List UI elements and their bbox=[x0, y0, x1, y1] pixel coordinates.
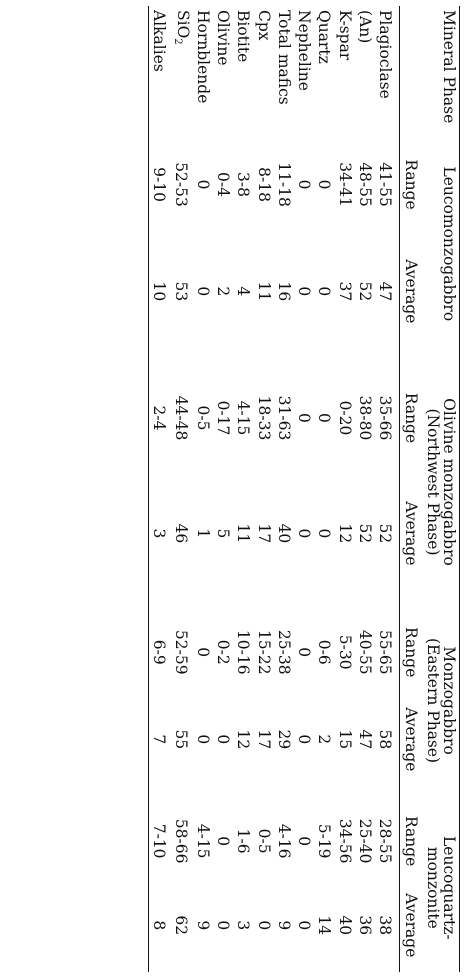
average-cell: 2 bbox=[315, 734, 334, 745]
average-cell: 29 bbox=[274, 729, 293, 750]
average-header-2: Average bbox=[400, 691, 423, 788]
average-cell: 12 bbox=[234, 729, 253, 750]
group-header-3-line1: Leucoquartz- bbox=[440, 836, 458, 940]
range-cell: 9-10 bbox=[150, 167, 169, 202]
average-cell: 0 bbox=[193, 286, 212, 297]
average-cell: 3 bbox=[234, 920, 253, 931]
table-row bbox=[355, 6, 375, 972]
range-cell: 0 bbox=[295, 647, 314, 658]
table-row bbox=[233, 6, 253, 972]
range-cell: 40-55 bbox=[355, 629, 374, 675]
group-header-2-line2: (Eastern Phase) bbox=[423, 638, 442, 764]
average-cell: 0 bbox=[315, 286, 334, 297]
mineral-name: K-spar bbox=[335, 10, 354, 61]
average-cell: 0 bbox=[214, 920, 233, 931]
average-cell: 47 bbox=[376, 281, 395, 302]
mineral-phase-header: Mineral Phase bbox=[440, 10, 458, 124]
group-header-1 bbox=[422, 367, 459, 598]
average-header-1: Average bbox=[400, 469, 423, 597]
range-header-3: Range bbox=[400, 804, 423, 879]
range-cell: 6-9 bbox=[150, 639, 169, 665]
average-cell: 14 bbox=[315, 915, 334, 936]
range-cell: 4-15 bbox=[193, 823, 212, 859]
range-cell: 0-4 bbox=[214, 172, 233, 198]
group-header-2 bbox=[422, 613, 459, 787]
range-cell: 0-20 bbox=[335, 400, 354, 436]
average-header-3: Average bbox=[400, 879, 423, 972]
average-cell: 38 bbox=[376, 915, 395, 936]
average-cell: 9 bbox=[193, 920, 212, 931]
range-cell: 48-55 bbox=[355, 162, 374, 207]
range-cell: 7-10 bbox=[150, 823, 169, 859]
average-cell: 0 bbox=[295, 734, 314, 745]
range-cell: 0 bbox=[193, 179, 212, 190]
range-cell: 35-66 bbox=[376, 395, 395, 441]
average-cell: 15 bbox=[335, 729, 354, 750]
range-cell: 52-59 bbox=[171, 629, 190, 675]
average-cell: 47 bbox=[355, 729, 374, 750]
range-cell: 2-4 bbox=[150, 405, 169, 431]
range-cell: 10-16 bbox=[234, 629, 253, 675]
range-header-1: Range bbox=[400, 367, 423, 470]
average-cell: 16 bbox=[274, 281, 293, 302]
average-cell: 2 bbox=[214, 286, 233, 297]
average-cell: 10 bbox=[150, 281, 169, 302]
average-cell: 1 bbox=[193, 528, 212, 539]
range-cell: 5-30 bbox=[335, 634, 354, 670]
average-cell: 0 bbox=[193, 734, 212, 745]
range-cell: 15-22 bbox=[254, 629, 273, 675]
table-row bbox=[274, 6, 294, 972]
range-header-0: Range bbox=[400, 137, 423, 232]
average-cell: 52 bbox=[355, 523, 374, 544]
mineral-name: Olivine bbox=[214, 10, 233, 66]
average-cell: 8 bbox=[150, 920, 169, 931]
table-row bbox=[314, 6, 334, 972]
average-cell: 17 bbox=[254, 729, 273, 750]
average-cell: 11 bbox=[254, 281, 273, 302]
group-header-0-line1: Leucomonzogabbro bbox=[440, 166, 458, 322]
average-cell: 17 bbox=[254, 523, 273, 544]
average-cell: 11 bbox=[234, 523, 253, 544]
table-row bbox=[193, 6, 213, 972]
group-header-1-line1: Olivine monzogabbro bbox=[440, 398, 458, 566]
mineral-name: Hornblende bbox=[193, 10, 212, 104]
table-bottom-rule bbox=[146, 6, 149, 972]
range-cell: 38-80 bbox=[355, 395, 374, 441]
range-cell: 3-8 bbox=[234, 172, 253, 198]
range-cell: 52-53 bbox=[171, 162, 190, 207]
range-cell: 0-17 bbox=[214, 400, 233, 436]
range-cell: 34-41 bbox=[335, 162, 354, 207]
average-cell: 36 bbox=[355, 915, 374, 936]
range-cell: 0-6 bbox=[315, 639, 334, 665]
average-cell: 0 bbox=[254, 920, 273, 931]
average-cell: 7 bbox=[150, 734, 169, 745]
range-cell: 0 bbox=[315, 179, 334, 190]
average-header-0: Average bbox=[400, 232, 423, 351]
range-cell: 0 bbox=[295, 179, 314, 190]
average-cell: 52 bbox=[355, 281, 374, 302]
table-row bbox=[334, 6, 354, 972]
average-cell: 53 bbox=[171, 281, 190, 302]
mineral-name: Alkalies bbox=[150, 10, 169, 72]
average-cell: 46 bbox=[171, 523, 190, 544]
group-header-3-line2: monzonite bbox=[423, 846, 442, 929]
average-cell: 3 bbox=[150, 528, 169, 539]
average-cell: 0 bbox=[295, 528, 314, 539]
table-row bbox=[148, 6, 169, 972]
average-cell: 40 bbox=[335, 915, 354, 936]
range-cell: 0 bbox=[193, 647, 212, 658]
range-cell: 5-19 bbox=[315, 823, 334, 859]
range-cell: 0 bbox=[295, 836, 314, 847]
range-cell: 28-55 bbox=[376, 818, 395, 864]
group-header-0 bbox=[422, 137, 459, 351]
range-cell: 18-33 bbox=[254, 395, 273, 441]
mineral-name: Cpx bbox=[254, 10, 273, 41]
range-cell: 0-5 bbox=[254, 828, 273, 854]
average-cell: 55 bbox=[171, 729, 190, 750]
range-cell: 11-18 bbox=[274, 162, 293, 207]
group-header-row bbox=[422, 6, 459, 972]
range-cell: 4-15 bbox=[234, 400, 253, 436]
range-cell: 8-18 bbox=[254, 167, 273, 202]
range-cell: 31-63 bbox=[274, 395, 293, 441]
group-header-1-line2: (Northwest Phase) bbox=[423, 408, 442, 556]
table-row bbox=[213, 6, 233, 972]
subheader-row bbox=[400, 6, 423, 972]
range-cell: 0-2 bbox=[214, 639, 233, 665]
range-cell: 34-56 bbox=[335, 818, 354, 864]
range-cell: 25-38 bbox=[274, 629, 293, 675]
range-cell: 4-16 bbox=[274, 823, 293, 859]
range-cell: 41-55 bbox=[376, 162, 395, 207]
mineral-name: Quartz bbox=[315, 10, 334, 64]
table-row bbox=[294, 6, 314, 972]
average-cell: 40 bbox=[274, 523, 293, 544]
mineral-name: SiO$_2$ bbox=[171, 10, 192, 45]
range-cell: 55-65 bbox=[376, 629, 395, 675]
mineral-name: (An) bbox=[355, 10, 374, 44]
mineral-name: Biotite bbox=[234, 10, 253, 63]
average-cell: 52 bbox=[376, 523, 395, 544]
mineral-phase-table bbox=[146, 6, 460, 972]
average-cell: 0 bbox=[295, 286, 314, 297]
average-cell: 0 bbox=[295, 920, 314, 931]
average-cell: 58 bbox=[376, 729, 395, 750]
range-cell: 1-6 bbox=[234, 828, 253, 854]
range-cell: 0 bbox=[315, 413, 334, 423]
range-cell: 25-40 bbox=[355, 818, 374, 864]
average-cell: 0 bbox=[214, 734, 233, 745]
average-cell: 37 bbox=[335, 281, 354, 302]
table-body bbox=[148, 6, 399, 972]
range-cell: 0 bbox=[295, 413, 314, 423]
mineral-name: Total mafics bbox=[274, 10, 293, 105]
table-row bbox=[169, 6, 193, 972]
group-header-2-line1: Monzogabbro bbox=[440, 646, 458, 755]
range-cell: 58-66 bbox=[171, 818, 190, 864]
mineral-name: Plagioclase bbox=[376, 10, 395, 99]
average-cell: 62 bbox=[171, 915, 190, 936]
average-cell: 4 bbox=[234, 286, 253, 297]
average-cell: 9 bbox=[274, 920, 293, 931]
average-cell: 0 bbox=[315, 528, 334, 539]
group-header-3 bbox=[422, 804, 459, 972]
range-header-2: Range bbox=[400, 613, 423, 691]
table-row bbox=[253, 6, 273, 972]
range-cell: 0 bbox=[214, 836, 233, 847]
average-cell: 5 bbox=[214, 528, 233, 539]
average-cell: 12 bbox=[335, 523, 354, 544]
table-row bbox=[375, 6, 400, 972]
range-cell: 44-48 bbox=[171, 395, 190, 441]
range-cell: 0-5 bbox=[193, 405, 212, 431]
mineral-name: Nepheline bbox=[295, 10, 314, 91]
